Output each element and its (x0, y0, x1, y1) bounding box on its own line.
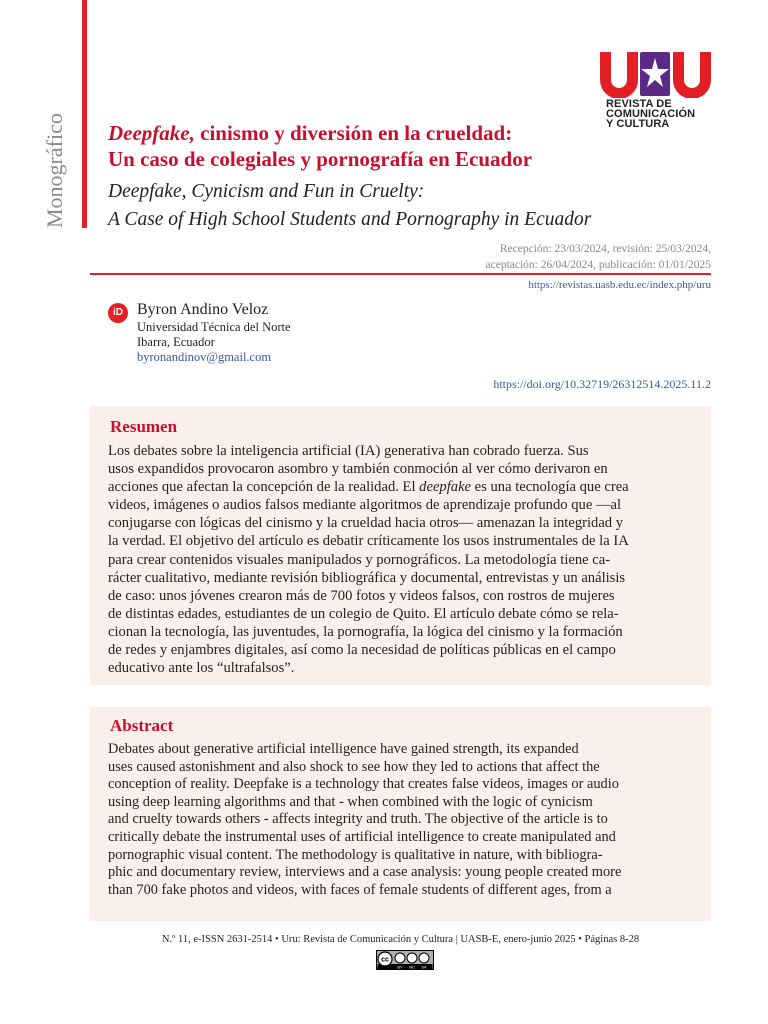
cc-by-nc-sa-icon (376, 950, 434, 970)
abstract-heading: Abstract (110, 716, 174, 735)
title-spanish-italic: Deepfake, (108, 121, 195, 145)
resumen-body: Los debates sobre la inteligencia artificial (IA) generativa han cobrado fuerza. Sus usos expandidos provocaron asombro y también conmoción al ver cómo derivaron en acciones que afectan la concepción de la realidad. El deepfake es una tecnología que crea videos, imágenes o audios falsos mediante algoritmos de aprendizaje profundo que —al conjugarse con lógicas del cinismo y la crueldad hacia otros— amenazan la integridad y la verdad. El objetivo del artículo es debatir críticamente los usos instrumentales de la IA para crear contenidos visuales manipulados y pornográficos. La metodología tiene ca- rácter cualitativo, mediante revisión bibliográfica y documental, entrevistas y un análisis de caso: unos jóvenes crearon más de 700 fotos y videos falsos, con rostros de mujeres de distintas edades, estudiantes de un colegio de Quito. El artículo debate cómo se rela- cionan la tecnología, las juventudes, la pornografía, la lógica del cinismo y la formación de redes y enjambres digitales, así como la necesidad de políticas públicas en el campo educativo ante los “ultrafalsos”. (108, 443, 629, 677)
title-english-line1: Deepfake, Cynicism and Fun in Cruelty: (108, 181, 425, 202)
resumen-box (90, 406, 711, 685)
uru-logo-icon (598, 50, 713, 98)
orcid-icon[interactable]: iD (108, 303, 128, 323)
journal-url-link[interactable]: https://revistas.uasb.edu.ec/index.php/uru (528, 279, 711, 291)
publication-dates: Recepción: 23/03/2024, revisión: 25/03/2024, aceptación: 26/04/2024, publicación: 01/01/2025 (485, 243, 711, 271)
logo-text: REVISTA DE COMUNICACIÓN Y CULTURA (606, 98, 696, 130)
header-divider (90, 273, 711, 275)
title-english (108, 178, 668, 234)
cc-nc-label: NC (409, 964, 415, 970)
abstract-body: Debates about generative artificial intelligence have gained strength, its expanded uses caused astonishment and also shock to see how they led to actions that affect the conception of reality. Deepfake is a technology that creates false videos, images or audio using deep learning algorithms and that - when combined with the logic of cynicism and cruelty towards others - affects integrity and truth. The objective of the article is to critically debate the instrumental uses of artificial intelligence to create manipulated and pornographic visual content. The methodology is qualitative in nature, with bibliogra- phic and documentary review, interviews and a case analysis: young people created more than 700 fake photos and videos, with faces of female students of different ages, from a (108, 741, 622, 898)
title-spanish-line1: cinismo y diversión en la crueldad: (194, 121, 513, 145)
title-spanish (108, 120, 628, 172)
cc-by-label: BY (397, 964, 403, 970)
page-footer: N.º 11, e-ISSN 2631-2514 • Uru: Revista de Comunicación y Cultura | UASB-E, enero-junio 2025 • Páginas 8-28 (161, 934, 640, 945)
cc-sa-label: SA (421, 964, 427, 970)
deepfake-term: deepfake (419, 479, 472, 496)
doi-link[interactable]: https://doi.org/10.32719/26312514.2025.11.2 (493, 377, 711, 391)
section-label: Monográfico (42, 113, 67, 228)
author-email-link[interactable]: byronandinov@gmail.com (137, 350, 272, 364)
svg-text:cc: cc (381, 956, 389, 964)
author-name: Byron Andino Veloz (137, 301, 269, 318)
title-spanish-line2: Un caso de colegiales y pornografía en Ecuador (108, 147, 533, 171)
title-english-line2: A Case of High School Students and Pornography in Ecuador (108, 209, 592, 230)
abstract-box (90, 707, 711, 921)
author-affiliation: Universidad Técnica del Norte Ibarra, Ecuador (137, 320, 291, 349)
resumen-heading: Resumen (110, 417, 178, 436)
side-red-rule (82, 0, 87, 228)
